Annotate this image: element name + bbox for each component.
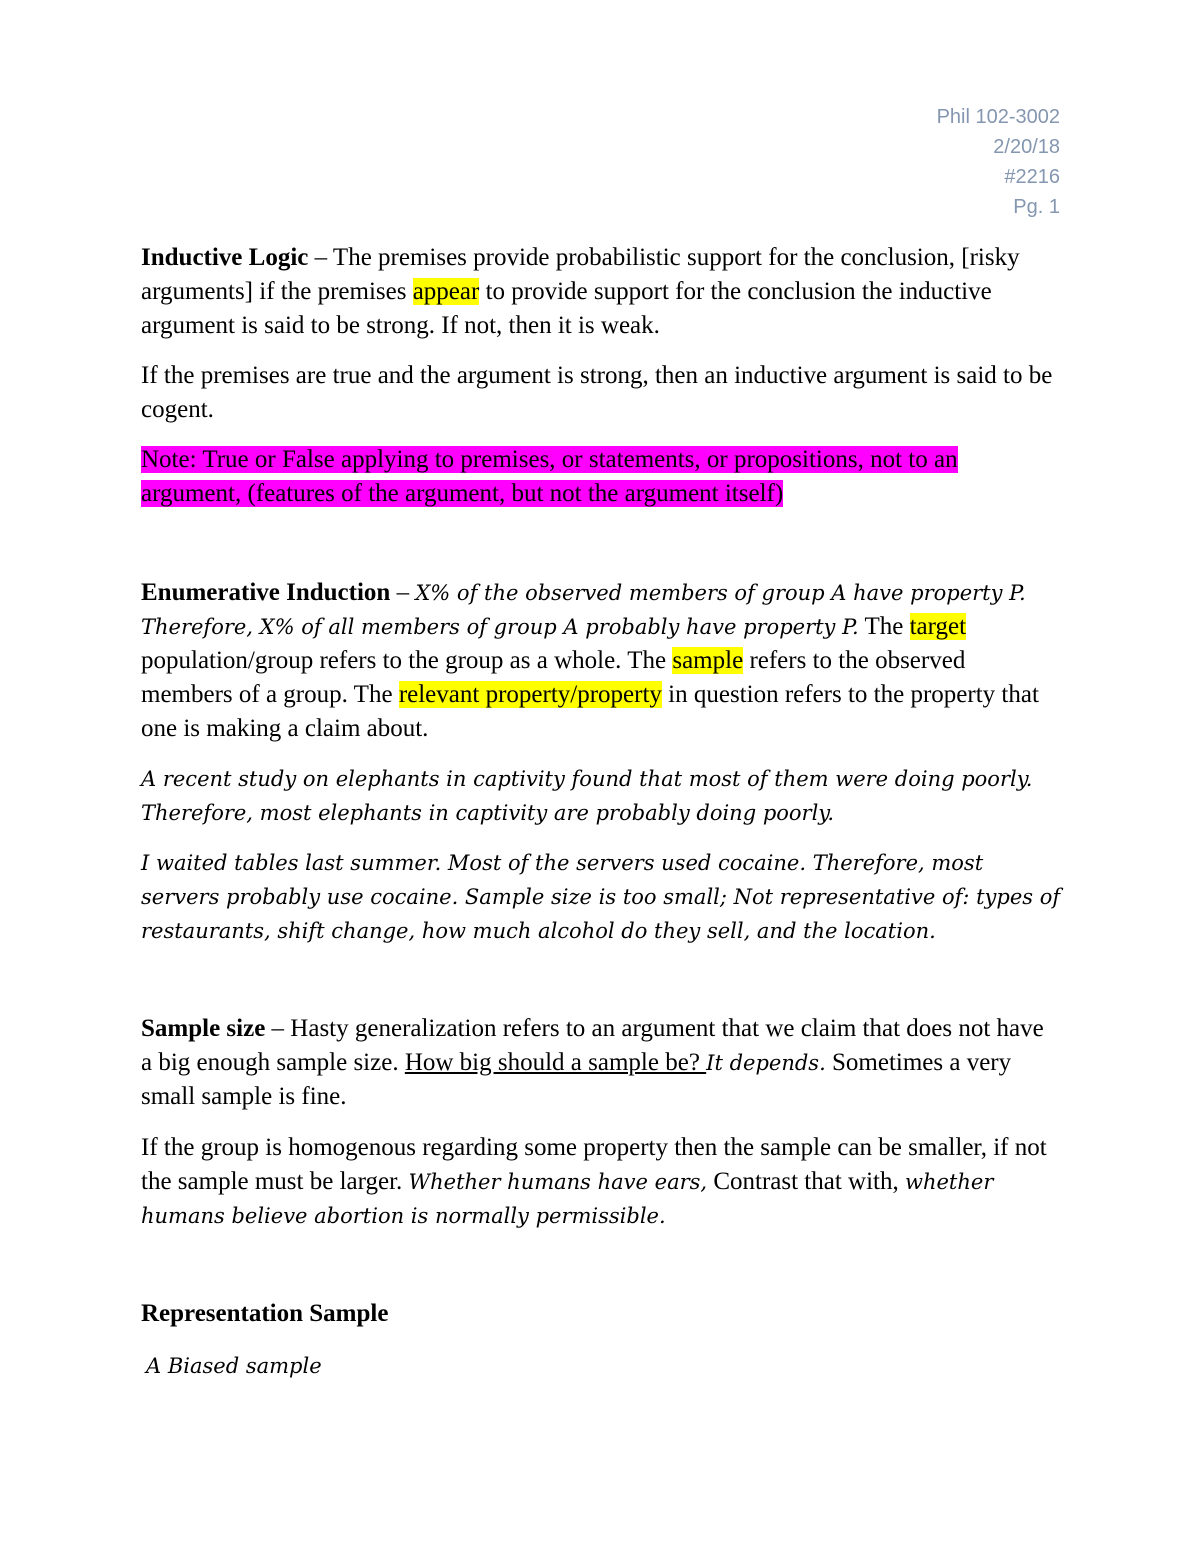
homogenous-text-b: Contrast that with, bbox=[707, 1168, 905, 1195]
enumerative-induction-paragraph bbox=[141, 576, 1061, 746]
homogenous-paragraph bbox=[141, 1131, 1061, 1233]
homogenous-text-a: If the group is homogenous regarding some property then the sample can be smaller, if not the sample must be larger. bbox=[141, 1134, 1047, 1195]
enumerative-text-1: The bbox=[858, 613, 910, 640]
note-highlight: Note: True or False applying to premises, or statements, or propositions, not to an argument, (features of the argument, but not the argument itself) bbox=[141, 446, 958, 507]
cogent-paragraph: If the premises are true and the argument is strong, then an inductive argument is said to be cogent. bbox=[141, 362, 1053, 423]
sample-size-text-2: Sometimes a very small sample is fine. bbox=[141, 1049, 1012, 1110]
sample-size-text-1: – Hasty generalization refers to an argument that we claim that does not have a big enough sample size. bbox=[141, 1015, 1044, 1076]
inductive-text-b: to provide support for the conclusion the inductive argument is said to be strong. If not, then it is weak. bbox=[141, 278, 992, 339]
note-paragraph bbox=[141, 443, 1061, 511]
enumerative-text-2: population/group refers to the group as a whole. The bbox=[141, 647, 673, 674]
enumerative-text-3: refers to the observed members of a group. The bbox=[141, 647, 966, 708]
course-label: Phil 102-3002 bbox=[936, 106, 1060, 128]
homogenous-example-1: Whether humans have ears, bbox=[408, 1170, 708, 1194]
representation-heading-text: Representation Sample bbox=[141, 1300, 389, 1327]
enumerative-definition: X% of the observed members of group A have property P. Therefore, X% of all members of group A probably have property P. bbox=[141, 581, 1026, 639]
highlight-relevant-property: relevant property/property bbox=[398, 681, 662, 708]
inductive-logic-term: Inductive Logic bbox=[141, 244, 309, 271]
elephants-example: A recent study on elephants in captivity found that most of them were doing poorly. Therefore, most elephants in captivity are probably doing poorly. bbox=[141, 767, 1033, 825]
page-header bbox=[937, 102, 1060, 222]
enumerative-dash: – bbox=[390, 579, 416, 606]
enumerative-text-4: in question refers to the property that one is making a claim about. bbox=[141, 681, 1039, 742]
page-number-label: Pg. 1 bbox=[1013, 196, 1060, 218]
representation-sample-heading bbox=[141, 1297, 1061, 1331]
number-label: #2216 bbox=[1004, 166, 1060, 188]
servers-example: I waited tables last summer. Most of the servers used cocaine. Therefore, most servers probably use cocaine. Sample size is too small; Not representative of: types of restaurants, shift change, how much alcohol do they sell, and the location. bbox=[141, 851, 1061, 943]
biased-sample-item: A Biased sample bbox=[146, 1354, 322, 1378]
sample-size-question: How big should a sample be? bbox=[404, 1049, 707, 1076]
homogenous-example-2: whether humans believe abortion is normally permissible. bbox=[141, 1170, 994, 1228]
sample-size-term: Sample size bbox=[141, 1015, 266, 1042]
sample-size-answer: It depends. bbox=[706, 1051, 826, 1075]
highlight-target: target bbox=[909, 613, 967, 640]
sample-size-paragraph bbox=[141, 1012, 1061, 1114]
highlight-appear: appear bbox=[412, 278, 480, 305]
date-label: 2/20/18 bbox=[993, 136, 1060, 158]
inductive-logic-paragraph bbox=[141, 241, 1061, 343]
highlight-sample: sample bbox=[672, 647, 744, 674]
enumerative-induction-term: Enumerative Induction bbox=[141, 579, 391, 606]
inductive-text-a: – The premises provide probabilistic support for the conclusion, [risky arguments] if the premises bbox=[141, 244, 1020, 305]
